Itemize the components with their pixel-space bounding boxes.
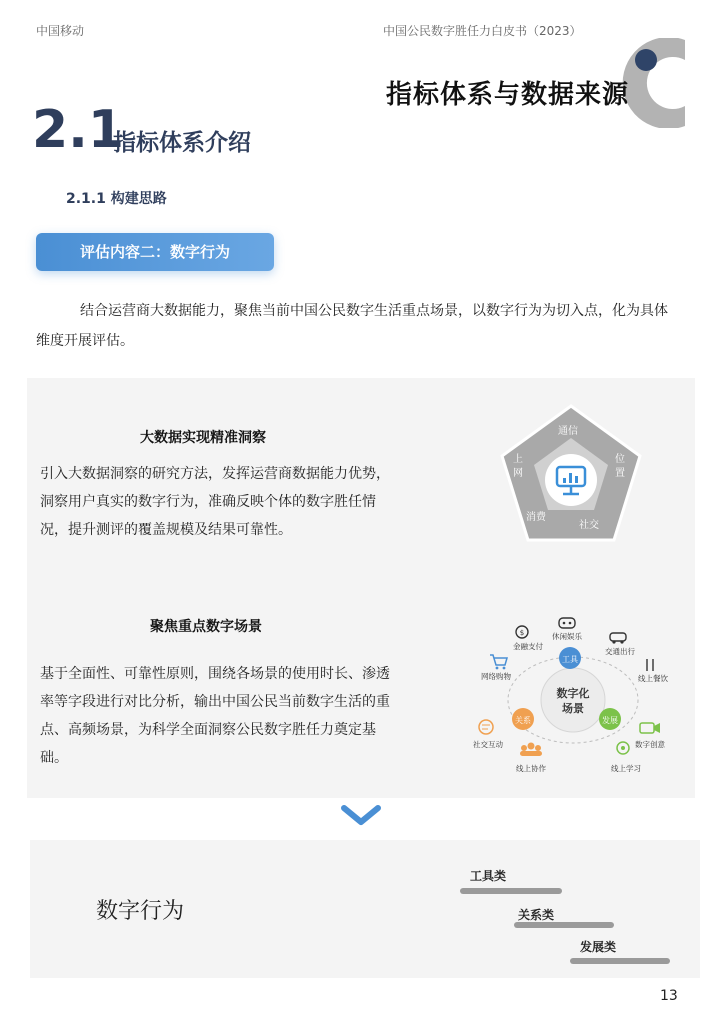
scene-item-leisure: 休闲娱乐: [552, 632, 582, 641]
camera-icon: [640, 723, 660, 733]
intro-paragraph: 结合运营商大数据能力，聚焦当前中国公民数字生活重点场景，以数字行为为切入点，化为具体维度开展评估。: [36, 303, 668, 349]
level-bar-develop: [570, 958, 670, 964]
scene-center-1: 数字化: [556, 687, 590, 700]
level-label-relation: 关系类: [518, 908, 555, 922]
badge: 评估内容二：数字行为: [36, 233, 274, 271]
tag-develop: 发展: [602, 716, 618, 725]
car-icon: [610, 633, 626, 644]
chevron-down-icon: [340, 802, 382, 828]
coin-icon: [516, 626, 528, 638]
pentagon-label-location-2: 置: [615, 468, 625, 479]
pentagon-label-internet-2: 网: [513, 468, 523, 479]
block-a-text: 引入大数据洞察的研究方法，发挥运营商数据能力优势，洞察用户真实的数字行为，准确反映个体的数字胜任情况，提升测评的覆盖规模及结果可靠性。: [40, 466, 390, 538]
scene-item-collab: 线上协作: [516, 764, 546, 773]
pentagon-diagram: [496, 400, 646, 550]
svg-text:$: $: [519, 629, 525, 637]
scene-item-traffic: 交通出行: [605, 647, 635, 656]
pentagon-label-location-1: 位: [615, 454, 625, 465]
block-b-heading: 聚焦重点数字场景: [150, 619, 262, 635]
pentagon-label-comm: 通信: [558, 426, 578, 437]
header-left: 中国移动: [36, 24, 85, 38]
scene-diagram: [468, 615, 678, 780]
pentagon-label-internet-1: 上: [513, 454, 523, 465]
block-a-heading: 大数据实现精准洞察: [140, 430, 266, 446]
level-bar-relation: [514, 922, 614, 928]
level-label-develop: 发展类: [580, 940, 617, 954]
section-title: 指标体系与数据来源: [386, 80, 630, 110]
pentagon-label-consume: 消费: [526, 512, 546, 523]
scene-center-2: 场景: [562, 702, 584, 715]
cutlery-icon: [647, 659, 653, 671]
tag-tool: 工具: [562, 655, 578, 664]
subsection-title: 2.1.1 构建思路: [66, 191, 167, 207]
header-right: 中国公民数字胜任力白皮书（2023）: [383, 24, 582, 38]
scene-item-creative: 数字创意: [635, 740, 665, 749]
scene-item-shopping: 网络购物: [481, 672, 511, 681]
block-b-text: 基于全面性、可靠性原则，围绕各场景的使用时长、渗透率等字段进行对比分析，输出中国公民当前数字生活的重点、高频场景，为科学全面洞察公民数字胜任力奠定基础。: [40, 666, 390, 766]
scene-item-finance: 金融支付: [513, 642, 543, 651]
scene-item-learning: 线上学习: [611, 764, 641, 773]
chat-icon: [479, 720, 493, 734]
gamepad-icon: [559, 618, 575, 628]
summary-title: 数字行为: [96, 899, 185, 924]
team-icon: [520, 743, 542, 757]
page-number: 13: [660, 988, 678, 1004]
pentagon-label-social: 社交: [579, 520, 599, 531]
tag-relation: 关系: [515, 716, 531, 725]
scene-item-dining: 线上餐饮: [638, 674, 668, 683]
cart-icon: [490, 655, 507, 669]
learning-icon: [617, 742, 629, 754]
level-label-tool: 工具类: [470, 869, 507, 883]
chapter-number: 2.1: [32, 100, 125, 160]
chapter-title: 指标体系介绍: [113, 130, 251, 156]
scene-item-social: 社交互动: [473, 740, 503, 749]
level-bar-tool: [460, 888, 562, 894]
